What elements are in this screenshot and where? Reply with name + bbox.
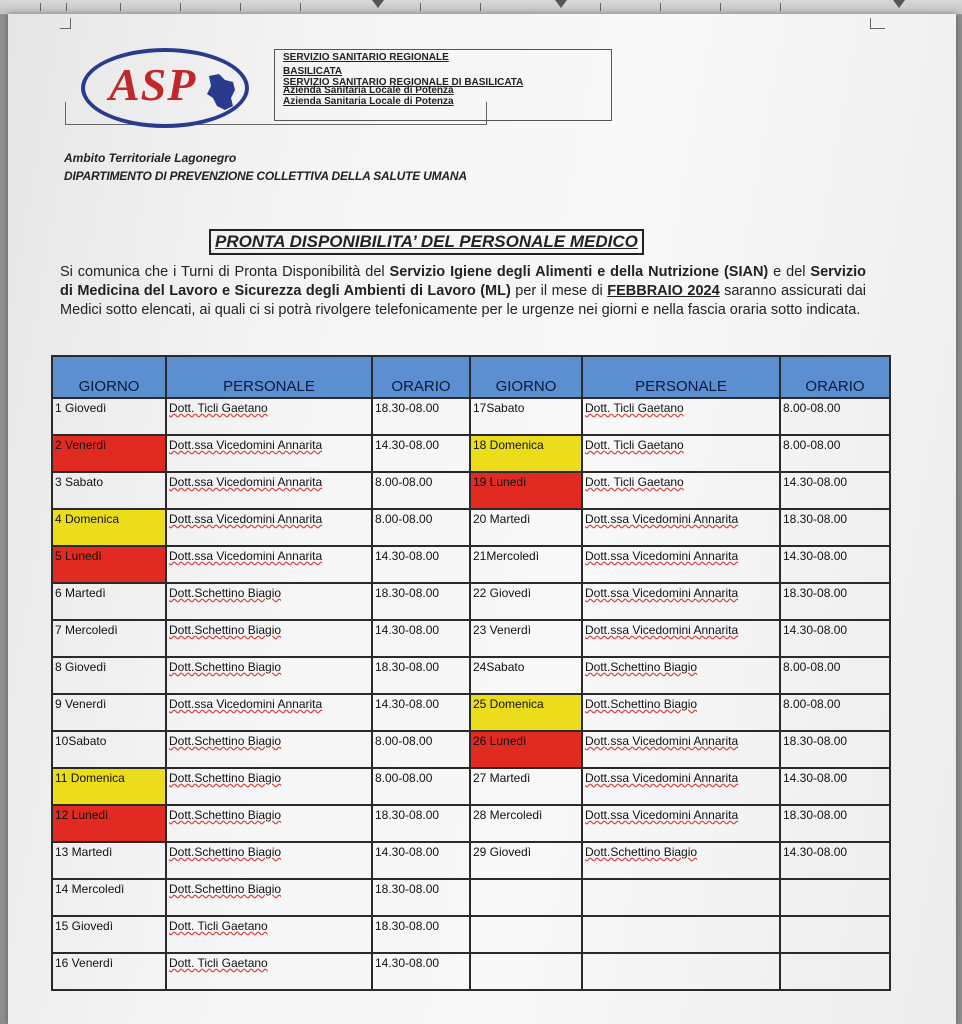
left-giorno-text: 14 Mercoledì (55, 882, 125, 896)
right-giorno-cell[interactable] (470, 398, 582, 435)
left-personale-text: Dott.Schettino Biagio (169, 808, 282, 822)
right-personale-text: Dott. Ticli Gaetano (585, 438, 684, 452)
left-giorno-cell[interactable] (52, 583, 166, 620)
left-personale-text: Dott.Schettino Biagio (169, 734, 282, 748)
right-giorno-text: 21Mercoledì (473, 549, 540, 563)
right-personale-text (585, 917, 777, 919)
ruler-tick (120, 3, 121, 11)
intro-text-2: e del (768, 264, 811, 280)
left-personale-cell[interactable] (166, 398, 372, 435)
right-orario-cell[interactable] (780, 509, 890, 546)
table-row (52, 916, 890, 953)
right-giorno-cell[interactable] (470, 805, 582, 842)
ruler-tick (720, 3, 721, 11)
table-row (52, 509, 890, 546)
left-orario-cell[interactable] (372, 620, 470, 657)
org-info-box (274, 49, 612, 121)
left-personale-text: Dott.ssa Vicedomini Annarita (169, 549, 323, 563)
right-giorno-text: 27 Martedì (473, 771, 531, 785)
left-giorno-cell[interactable] (52, 398, 166, 435)
left-personale-text: Dott.Schettino Biagio (169, 623, 282, 637)
table-row (52, 472, 890, 509)
left-personale-cell[interactable] (166, 620, 372, 657)
intro-ml: Servizio di Medicina del Lavoro e Sicurezza degli Ambienti di Lavoro (ML) (60, 264, 867, 299)
left-personale-cell[interactable] (166, 842, 372, 879)
org-line-5: Azienda Sanitaria Locale di Potenza (283, 96, 454, 107)
org-line-2: BASILICATA (283, 66, 343, 77)
table-row (52, 694, 890, 731)
ambito-label: Ambito Territoriale Lagonegro (64, 151, 237, 165)
left-orario-text: 8.00-08.00 (375, 771, 433, 785)
right-giorno-text (473, 917, 579, 919)
right-personale-text (585, 954, 777, 956)
right-personale-cell[interactable] (582, 472, 780, 509)
left-giorno-cell[interactable] (52, 546, 166, 583)
left-giorno-cell[interactable] (52, 842, 166, 879)
right-personale-cell[interactable] (582, 620, 780, 657)
right-orario-cell[interactable] (780, 546, 890, 583)
intro-text-4: saranno assicurati dai Medici sotto elencati, ai quali ci si potrà rivolgere telefonicamente per le urgenze nei giorni e nella fascia oraria sotto indicata. (60, 283, 866, 318)
document-page[interactable] (8, 14, 956, 1024)
left-orario-text: 14.30-08.00 (375, 623, 440, 637)
left-personale-cell[interactable] (166, 953, 372, 990)
ruler-tick (780, 3, 781, 11)
right-personale-cell[interactable] (582, 435, 780, 472)
right-personale-cell[interactable] (582, 916, 780, 953)
right-orario-text: 14.30-08.00 (783, 475, 848, 489)
left-giorno-text: 5 Lunedì (55, 549, 102, 563)
left-giorno-cell[interactable] (52, 657, 166, 694)
right-giorno-cell[interactable] (470, 768, 582, 805)
left-giorno-text: 1 Giovedì (55, 401, 107, 415)
right-orario-cell[interactable] (780, 731, 890, 768)
right-personale-text: Dott.ssa Vicedomini Annarita (585, 808, 739, 822)
right-orario-text: 14.30-08.00 (783, 623, 848, 637)
left-orario-text: 14.30-08.00 (375, 845, 440, 859)
ruler-tick (66, 3, 67, 11)
right-giorno-cell[interactable] (470, 842, 582, 879)
right-orario-cell[interactable] (780, 620, 890, 657)
intro-sian: Servizio Igiene degli Alimenti e della Nutrizione (SIAN) (389, 264, 769, 280)
ruler-right-margin-marker[interactable] (893, 0, 905, 8)
left-personale-cell[interactable] (166, 768, 372, 805)
right-personale-cell[interactable] (582, 805, 780, 842)
right-personale-cell[interactable] (582, 731, 780, 768)
right-giorno-text: 17Sabato (473, 401, 525, 415)
left-orario-text: 18.30-08.00 (375, 882, 440, 896)
right-orario-text: 8.00-08.00 (783, 660, 841, 674)
left-giorno-text: 11 Domenica (55, 771, 125, 785)
table-row (52, 805, 890, 842)
left-orario-cell[interactable] (372, 842, 470, 879)
left-personale-text: Dott.Schettino Biagio (169, 771, 282, 785)
right-personale-text: Dott. Ticli Gaetano (585, 401, 684, 415)
left-personale-text: Dott.Schettino Biagio (169, 845, 282, 859)
left-personale-cell[interactable] (166, 694, 372, 731)
left-orario-text: 18.30-08.00 (375, 401, 440, 415)
right-personale-cell[interactable] (582, 768, 780, 805)
right-giorno-cell[interactable] (470, 916, 582, 953)
right-personale-text: Dott.Schettino Biagio (585, 845, 698, 859)
left-giorno-text: 3 Sabato (55, 475, 104, 489)
right-giorno-text (473, 954, 579, 956)
left-orario-text: 18.30-08.00 (375, 808, 440, 822)
left-orario-text: 8.00-08.00 (375, 734, 433, 748)
right-giorno-cell[interactable] (470, 435, 582, 472)
left-giorno-text: 12 Lunedì (55, 808, 109, 822)
left-personale-text: Dott.ssa Vicedomini Annarita (169, 475, 323, 489)
right-orario-text: 8.00-08.00 (783, 697, 841, 711)
logo-text: ASP (109, 59, 197, 110)
table-header-row (52, 356, 890, 398)
left-personale-cell[interactable] (166, 916, 372, 953)
left-orario-cell[interactable] (372, 694, 470, 731)
right-orario-cell[interactable] (780, 768, 890, 805)
left-giorno-cell[interactable] (52, 731, 166, 768)
schedule-table (51, 355, 891, 991)
right-giorno-cell[interactable] (470, 731, 582, 768)
left-giorno-cell[interactable] (52, 916, 166, 953)
left-giorno-text: 8 Giovedì (55, 660, 107, 674)
table-row (52, 620, 890, 657)
right-orario-cell[interactable] (780, 398, 890, 435)
table-row (52, 398, 890, 435)
left-orario-text: 14.30-08.00 (375, 956, 440, 970)
header-personale-right: PERSONALE (582, 356, 780, 398)
left-orario-text: 18.30-08.00 (375, 660, 440, 674)
right-orario-cell[interactable] (780, 583, 890, 620)
right-personale-text: Dott.ssa Vicedomini Annarita (585, 734, 739, 748)
right-orario-text: 8.00-08.00 (783, 401, 841, 415)
right-personale-cell[interactable] (582, 953, 780, 990)
right-personale-cell[interactable] (582, 694, 780, 731)
left-personale-cell[interactable] (166, 731, 372, 768)
left-giorno-cell[interactable] (52, 435, 166, 472)
right-personale-text (585, 880, 777, 882)
ruler-tick (420, 3, 421, 11)
right-giorno-cell[interactable] (470, 583, 582, 620)
right-orario-text: 18.30-08.00 (783, 512, 848, 526)
left-personale-cell[interactable] (166, 435, 372, 472)
left-orario-cell[interactable] (372, 953, 470, 990)
right-personale-text: Dott.ssa Vicedomini Annarita (585, 549, 739, 563)
right-orario-text: 14.30-08.00 (783, 549, 848, 563)
left-personale-text: Dott.Schettino Biagio (169, 882, 282, 896)
right-orario-text: 14.30-08.00 (783, 845, 848, 859)
left-orario-text: 8.00-08.00 (375, 475, 433, 489)
left-orario-cell[interactable] (372, 546, 470, 583)
left-personale-text: Dott. Ticli Gaetano (169, 401, 268, 415)
left-giorno-text: 13 Martedì (55, 845, 113, 859)
left-personale-cell[interactable] (166, 879, 372, 916)
basilicata-map-icon (203, 72, 239, 112)
right-orario-text: 18.30-08.00 (783, 734, 848, 748)
left-personale-text: Dott. Ticli Gaetano (169, 919, 268, 933)
table-row (52, 435, 890, 472)
left-orario-cell[interactable] (372, 916, 470, 953)
left-giorno-cell[interactable] (52, 509, 166, 546)
right-giorno-cell[interactable] (470, 879, 582, 916)
ruler-tick (300, 3, 301, 11)
asp-logo (81, 48, 249, 128)
table-row (52, 879, 890, 916)
left-personale-cell[interactable] (166, 509, 372, 546)
right-personale-cell[interactable] (582, 509, 780, 546)
right-orario-text: 18.30-08.00 (783, 586, 848, 600)
ruler-bar (0, 0, 962, 15)
left-giorno-text: 16 Venerdì (55, 956, 114, 970)
ruler-tick (180, 3, 181, 11)
table-row (52, 583, 890, 620)
left-orario-cell[interactable] (372, 509, 470, 546)
left-orario-cell[interactable] (372, 731, 470, 768)
right-giorno-text: 29 Giovedì (473, 845, 532, 859)
left-personale-cell[interactable] (166, 657, 372, 694)
right-orario-cell[interactable] (780, 657, 890, 694)
header-orario-right: ORARIO (780, 356, 890, 398)
left-personale-text: Dott.ssa Vicedomini Annarita (169, 512, 323, 526)
intro-text-3: per il mese di (510, 283, 608, 299)
ruler-tick (600, 3, 601, 11)
org-line-3: SERVIZIO SANITARIO REGIONALE DI BASILICATA (283, 77, 524, 88)
intro-paragraph (60, 263, 866, 320)
ruler-tick (480, 3, 481, 11)
margin-corner (870, 18, 885, 29)
right-giorno-text: 23 Venerdì (473, 623, 532, 637)
intro-month: FEBBRAIO 2024 (607, 283, 720, 299)
ruler-tick (660, 3, 661, 11)
left-orario-text: 18.30-08.00 (375, 586, 440, 600)
right-orario-cell[interactable] (780, 879, 890, 916)
left-orario-cell[interactable] (372, 583, 470, 620)
right-orario-cell[interactable] (780, 472, 890, 509)
org-line-4: Azienda Sanitaria Locale di Potenza (283, 85, 454, 96)
right-orario-text (783, 880, 887, 882)
left-giorno-cell[interactable] (52, 620, 166, 657)
table-row (52, 768, 890, 805)
left-personale-text: Dott.Schettino Biagio (169, 586, 282, 600)
left-giorno-cell[interactable] (52, 879, 166, 916)
left-orario-cell[interactable] (372, 657, 470, 694)
table-row (52, 953, 890, 990)
right-personale-cell[interactable] (582, 583, 780, 620)
right-giorno-cell[interactable] (470, 472, 582, 509)
left-giorno-text: 15 Giovedì (55, 919, 114, 933)
right-giorno-cell[interactable] (470, 694, 582, 731)
right-personale-cell[interactable] (582, 879, 780, 916)
right-personale-text: Dott.ssa Vicedomini Annarita (585, 586, 739, 600)
right-giorno-text: 25 Domenica (473, 697, 544, 711)
right-giorno-text: 20 Martedì (473, 512, 531, 526)
right-orario-cell[interactable] (780, 694, 890, 731)
right-giorno-text: 24Sabato (473, 660, 525, 674)
right-giorno-cell[interactable] (470, 546, 582, 583)
left-orario-cell[interactable] (372, 805, 470, 842)
table-row (52, 731, 890, 768)
right-giorno-text: 28 Mercoledì (473, 808, 543, 822)
ruler-tick (40, 3, 41, 11)
left-personale-cell[interactable] (166, 583, 372, 620)
left-personale-cell[interactable] (166, 546, 372, 583)
table-row (52, 842, 890, 879)
left-giorno-cell[interactable] (52, 953, 166, 990)
ruler-tab-marker[interactable] (555, 0, 567, 8)
left-orario-text: 18.30-08.00 (375, 919, 440, 933)
left-giorno-cell[interactable] (52, 694, 166, 731)
left-giorno-text: 7 Mercoledì (55, 623, 118, 637)
left-orario-cell[interactable] (372, 435, 470, 472)
left-giorno-text: 9 Venerdì (55, 697, 107, 711)
left-giorno-cell[interactable] (52, 768, 166, 805)
right-orario-text: 18.30-08.00 (783, 808, 848, 822)
right-giorno-text (473, 880, 579, 882)
right-orario-text: 14.30-08.00 (783, 771, 848, 785)
right-personale-cell[interactable] (582, 657, 780, 694)
header-giorno-right: GIORNO (470, 356, 582, 398)
right-orario-cell[interactable] (780, 842, 890, 879)
left-orario-text: 14.30-08.00 (375, 438, 440, 452)
right-giorno-cell[interactable] (470, 509, 582, 546)
right-orario-text (783, 954, 887, 956)
right-personale-text: Dott. Ticli Gaetano (585, 475, 684, 489)
right-giorno-text: 18 Domenica (473, 438, 544, 452)
table-row (52, 546, 890, 583)
margin-corner (60, 18, 71, 29)
right-personale-cell[interactable] (582, 546, 780, 583)
right-personale-text: Dott.ssa Vicedomini Annarita (585, 771, 739, 785)
left-giorno-text: 10Sabato (55, 734, 107, 748)
left-personale-text: Dott. Ticli Gaetano (169, 956, 268, 970)
right-personale-text: Dott.ssa Vicedomini Annarita (585, 623, 739, 637)
left-giorno-text: 4 Domenica (55, 512, 120, 526)
left-orario-text: 14.30-08.00 (375, 697, 440, 711)
left-orario-cell[interactable] (372, 879, 470, 916)
right-orario-text (783, 917, 887, 919)
left-giorno-text: 6 Martedì (55, 586, 106, 600)
right-giorno-cell[interactable] (470, 620, 582, 657)
right-orario-text: 8.00-08.00 (783, 438, 841, 452)
schedule-body (52, 398, 890, 990)
right-giorno-cell[interactable] (470, 657, 582, 694)
right-giorno-text: 22 Giovedì (473, 586, 532, 600)
right-personale-text: Dott.Schettino Biagio (585, 697, 698, 711)
org-line-1: SERVIZIO SANITARIO REGIONALE (283, 52, 449, 63)
left-giorno-cell[interactable] (52, 472, 166, 509)
left-personale-cell[interactable] (166, 805, 372, 842)
left-orario-text: 8.00-08.00 (375, 512, 433, 526)
left-personale-text: Dott.ssa Vicedomini Annarita (169, 697, 323, 711)
ruler-indent-marker[interactable] (372, 0, 384, 8)
right-personale-cell[interactable] (582, 842, 780, 879)
department-label: DIPARTIMENTO DI PREVENZIONE COLLETTIVA DELLA SALUTE UMANA (64, 169, 467, 183)
right-orario-cell[interactable] (780, 435, 890, 472)
right-orario-cell[interactable] (780, 953, 890, 990)
ruler-tick (240, 3, 241, 11)
right-giorno-text: 26 Lunedì (473, 734, 527, 748)
intro-text-1: Si comunica che i Turni di Pronta Disponibilità del (60, 264, 390, 280)
left-personale-text: Dott.ssa Vicedomini Annarita (169, 438, 323, 452)
right-giorno-cell[interactable] (470, 953, 582, 990)
right-personale-text: Dott.ssa Vicedomini Annarita (585, 512, 739, 526)
right-giorno-text: 19 Lunedì (473, 475, 527, 489)
header-personale-left: PERSONALE (166, 356, 372, 398)
left-giorno-text: 2 Venerdì (55, 438, 107, 452)
right-orario-cell[interactable] (780, 805, 890, 842)
right-personale-cell[interactable] (582, 398, 780, 435)
left-personale-cell[interactable] (166, 472, 372, 509)
left-orario-cell[interactable] (372, 472, 470, 509)
left-personale-text: Dott.Schettino Biagio (169, 660, 282, 674)
right-orario-cell[interactable] (780, 916, 890, 953)
left-giorno-cell[interactable] (52, 805, 166, 842)
right-personale-text: Dott.Schettino Biagio (585, 660, 698, 674)
left-orario-cell[interactable] (372, 398, 470, 435)
header-giorno-left: GIORNO (52, 356, 166, 398)
header-orario-left: ORARIO (372, 356, 470, 398)
left-orario-cell[interactable] (372, 768, 470, 805)
left-orario-text: 14.30-08.00 (375, 549, 440, 563)
document-title: PRONTA DISPONIBILITA’ DEL PERSONALE MEDICO (209, 229, 644, 255)
table-row (52, 657, 890, 694)
